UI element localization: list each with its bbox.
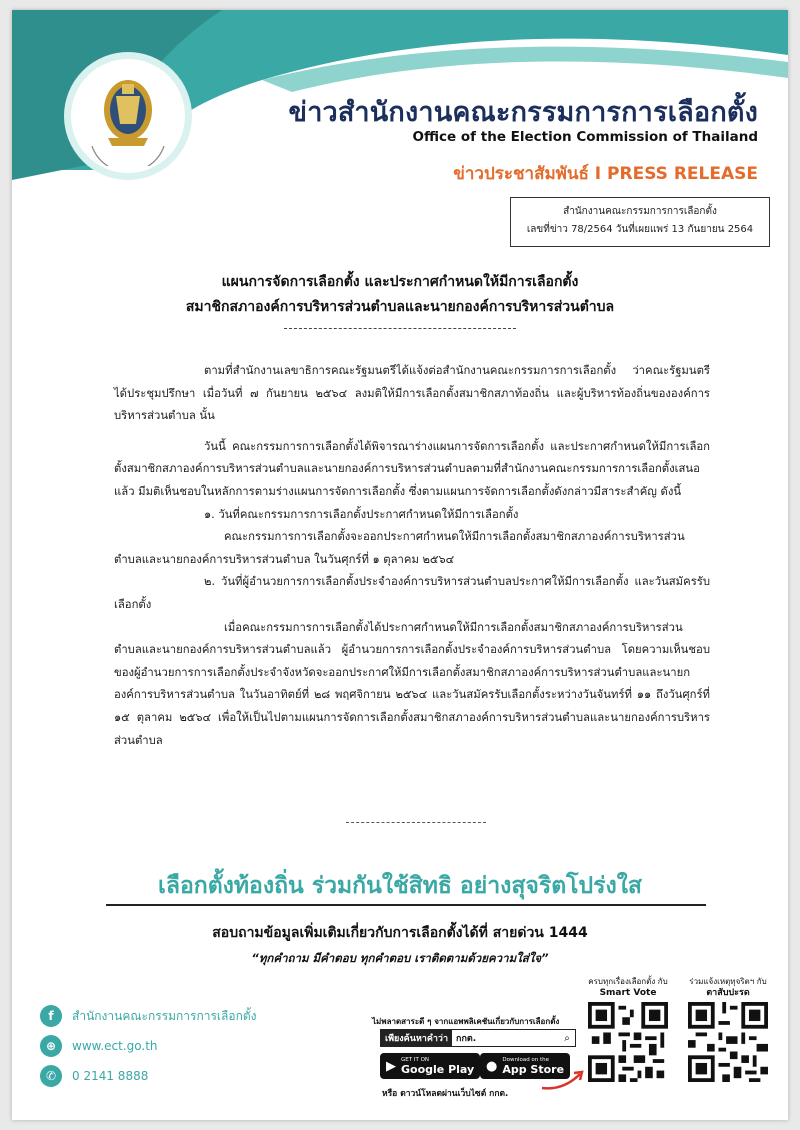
office-title-thai: ข่าวสำนักงานคณะกรรมการการเลือกตั้ง <box>288 97 758 128</box>
contact-phone[interactable] <box>40 1065 148 1087</box>
reference-number: เลขที่ข่าว 78/2564 วันที่เผยแพร่ 13 กันยายน 2564 <box>526 224 754 235</box>
end-divider <box>346 822 486 823</box>
google-play-badge[interactable] <box>380 1053 480 1079</box>
website-label: www.ect.go.th <box>72 1039 158 1053</box>
contact-facebook[interactable] <box>40 1005 256 1027</box>
document-title <box>12 270 788 320</box>
play-icon: ▶ <box>386 1058 396 1074</box>
hotline-text: สอบถามข้อมูลเพิ่มเติมเกี่ยวกับการเลือกตั้งได้ที่ สายด่วน 1444 <box>212 925 588 941</box>
google-play-text: Google Play <box>401 1062 475 1076</box>
smart-vote-caption <box>580 976 676 999</box>
search-value: กกต. <box>456 1034 477 1044</box>
title-line-2: สมาชิกสภาองค์การบริหารส่วนตำบลและนายกองค์การบริหารส่วนตำบล <box>185 299 615 315</box>
phone-icon: ✆ <box>40 1065 62 1087</box>
apple-icon: ● <box>486 1058 498 1074</box>
smart-vote-qr-code[interactable] <box>588 1002 668 1082</box>
contact-website[interactable] <box>40 1035 158 1057</box>
facebook-icon: f <box>40 1005 62 1027</box>
search-label: เพียงค้นหาคำว่า <box>381 1030 452 1046</box>
app-search-bar <box>380 1029 576 1047</box>
press-release-label: ข่าวประชาสัมพันธ์ I PRESS RELEASE <box>453 164 758 184</box>
title-divider <box>284 328 516 329</box>
item-2-heading: ๒. วันที่ผู้อำนวยการการเลือกตั้งประจำองค์การบริหารส่วนตำบลประกาศให้มีการเลือกตั้ง และวันสมัครรับเลือกตั้ง <box>114 575 710 611</box>
motto-quote: “ทุกคำถาม มีคำตอบ ทุกคำตอบ เราติดตามด้วยความใส่ใจ” <box>251 951 549 965</box>
press-release-page <box>12 10 788 1120</box>
smart-vote-desc: ครบทุกเรื่องเลือกตั้ง กับ <box>588 977 668 986</box>
download-note: หรือ ดาวน์โหลดผ่านเว็บไซต์ กกต. <box>382 1089 509 1099</box>
phone-label: 0 2141 8888 <box>72 1069 149 1083</box>
office-title-english: Office of the Election Commission of Thailand <box>412 129 758 145</box>
pineapple-eye-desc: ร่วมแจ้งเหตุทุจริตฯ กับ <box>689 977 767 986</box>
smart-vote-name: Smart Vote <box>599 988 657 998</box>
slogan-divider <box>106 904 706 906</box>
item-1-text: คณะกรรมการการเลือกตั้งจะออกประกาศกำหนดให้มีการเลือกตั้งสมาชิกสภาองค์การบริหารส่วนตำบลและนายกองค์การบริหารส่วนตำบล ในวันศุกร์ที่ ๑ ตุลาคม ๒๕๖๔ <box>114 530 685 566</box>
search-icon: ⌕ <box>564 1032 570 1044</box>
campaign-slogan: เลือกตั้งท้องถิ่น ร่วมกันใช้สิทธิ อย่างสุจริตโปร่งใส <box>158 873 642 899</box>
app-store-text: App Store <box>502 1062 565 1076</box>
pineapple-eye-name: ตาสับปะรด <box>706 988 750 998</box>
ect-logo <box>64 52 192 180</box>
paragraph-1: ตามที่สำนักงานเลขาธิการคณะรัฐมนตรีได้แจ้งต่อสำนักงานคณะกรรมการการเลือกตั้ง ว่าคณะรัฐมนตรีได้ประชุมปรึกษา เมื่อวันที่ ๗ กันยายน ๒๕๖๔ ลงมติให้มีการเลือกตั้งสมาชิกสภาท้องถิ่น และผู้บริหารท้องถิ่นขององค์การบริหารส่วนตำบล นั้น <box>114 364 710 423</box>
facebook-label: สำนักงานคณะกรรมการการเลือกตั้ง <box>72 1008 257 1023</box>
globe-icon: ⊕ <box>40 1035 62 1057</box>
title-line-1: แผนการจัดการเลือกตั้ง และประกาศกำหนดให้มีการเลือกตั้ง <box>221 274 579 290</box>
app-store-small-text: Download on the <box>502 1056 550 1063</box>
paragraph-2: วันนี้ คณะกรรมการการเลือกตั้งได้พิจารณาร่างแผนการจัดการเลือกตั้ง และประกาศกำหนดให้มีการเลือกตั้งสมาชิกสภาองค์การบริหารส่วนตำบลและนายกองค์การบริหารส่วนตำบลตามที่สำนักงานคณะกรรมการการเลือกตั้งเสนอแล้ว มีมติเห็นชอบในหลักการตามร่างแผนการจัดการเลือกตั้ง ซึ่งตามแผนการจัดการเลือกตั้งดังกล่าวมีสาระสำคัญ ดังนี้ <box>114 439 710 498</box>
app-promo-caption: ไม่พลาดสาระดี ๆ จากแอพพลิเคชันเกี่ยวกับการเลือกตั้ง <box>372 1017 560 1026</box>
document-body <box>114 360 710 752</box>
ect-emblem-icon <box>78 66 178 166</box>
pineapple-eye-qr-code[interactable] <box>688 1002 768 1082</box>
reference-box <box>510 197 770 247</box>
item-1-heading: ๑. วันที่คณะกรรมการการเลือกตั้งประกาศกำหนดให้มีการเลือกตั้ง <box>204 507 519 521</box>
pineapple-eye-caption <box>680 976 776 999</box>
arrow-icon <box>540 1070 586 1092</box>
google-play-small-text: GET IT ON <box>401 1056 430 1063</box>
reference-office: สำนักงานคณะกรรมการการเลือกตั้ง <box>563 206 717 217</box>
item-2-text: เมื่อคณะกรรมการการเลือกตั้งได้ประกาศกำหนดให้มีการเลือกตั้งสมาชิกสภาองค์การบริหารส่วนตำบลและนายกองค์การบริหารส่วนตำบลแล้ว ผู้อำนวยการการเลือกตั้งประจำองค์การบริหารส่วนตำบล โดยความเห็นชอบของผู้อำนวยการการเลือกตั้งประจำจังหวัดจะออกประกาศให้มีการเลือกตั้งสมาชิกสภาองค์การบริหารส่วนตำบลและนายกองค์การบริหารส่วนตำบล ในวันอาทิตย์ที่ ๒๘ พฤศจิกายน ๒๕๖๔ และวันสมัครรับเลือกตั้งระหว่างวันจันทร์ที่ ๑๑ ถึงวันศุกร์ที่ ๑๕ ตุลาคม ๒๕๖๔ เพื่อให้เป็นไปตามแผนการจัดการเลือกตั้งสมาชิกสภาองค์การบริหารส่วนตำบลและนายกองค์การบริหารส่วนตำบล <box>114 620 710 747</box>
